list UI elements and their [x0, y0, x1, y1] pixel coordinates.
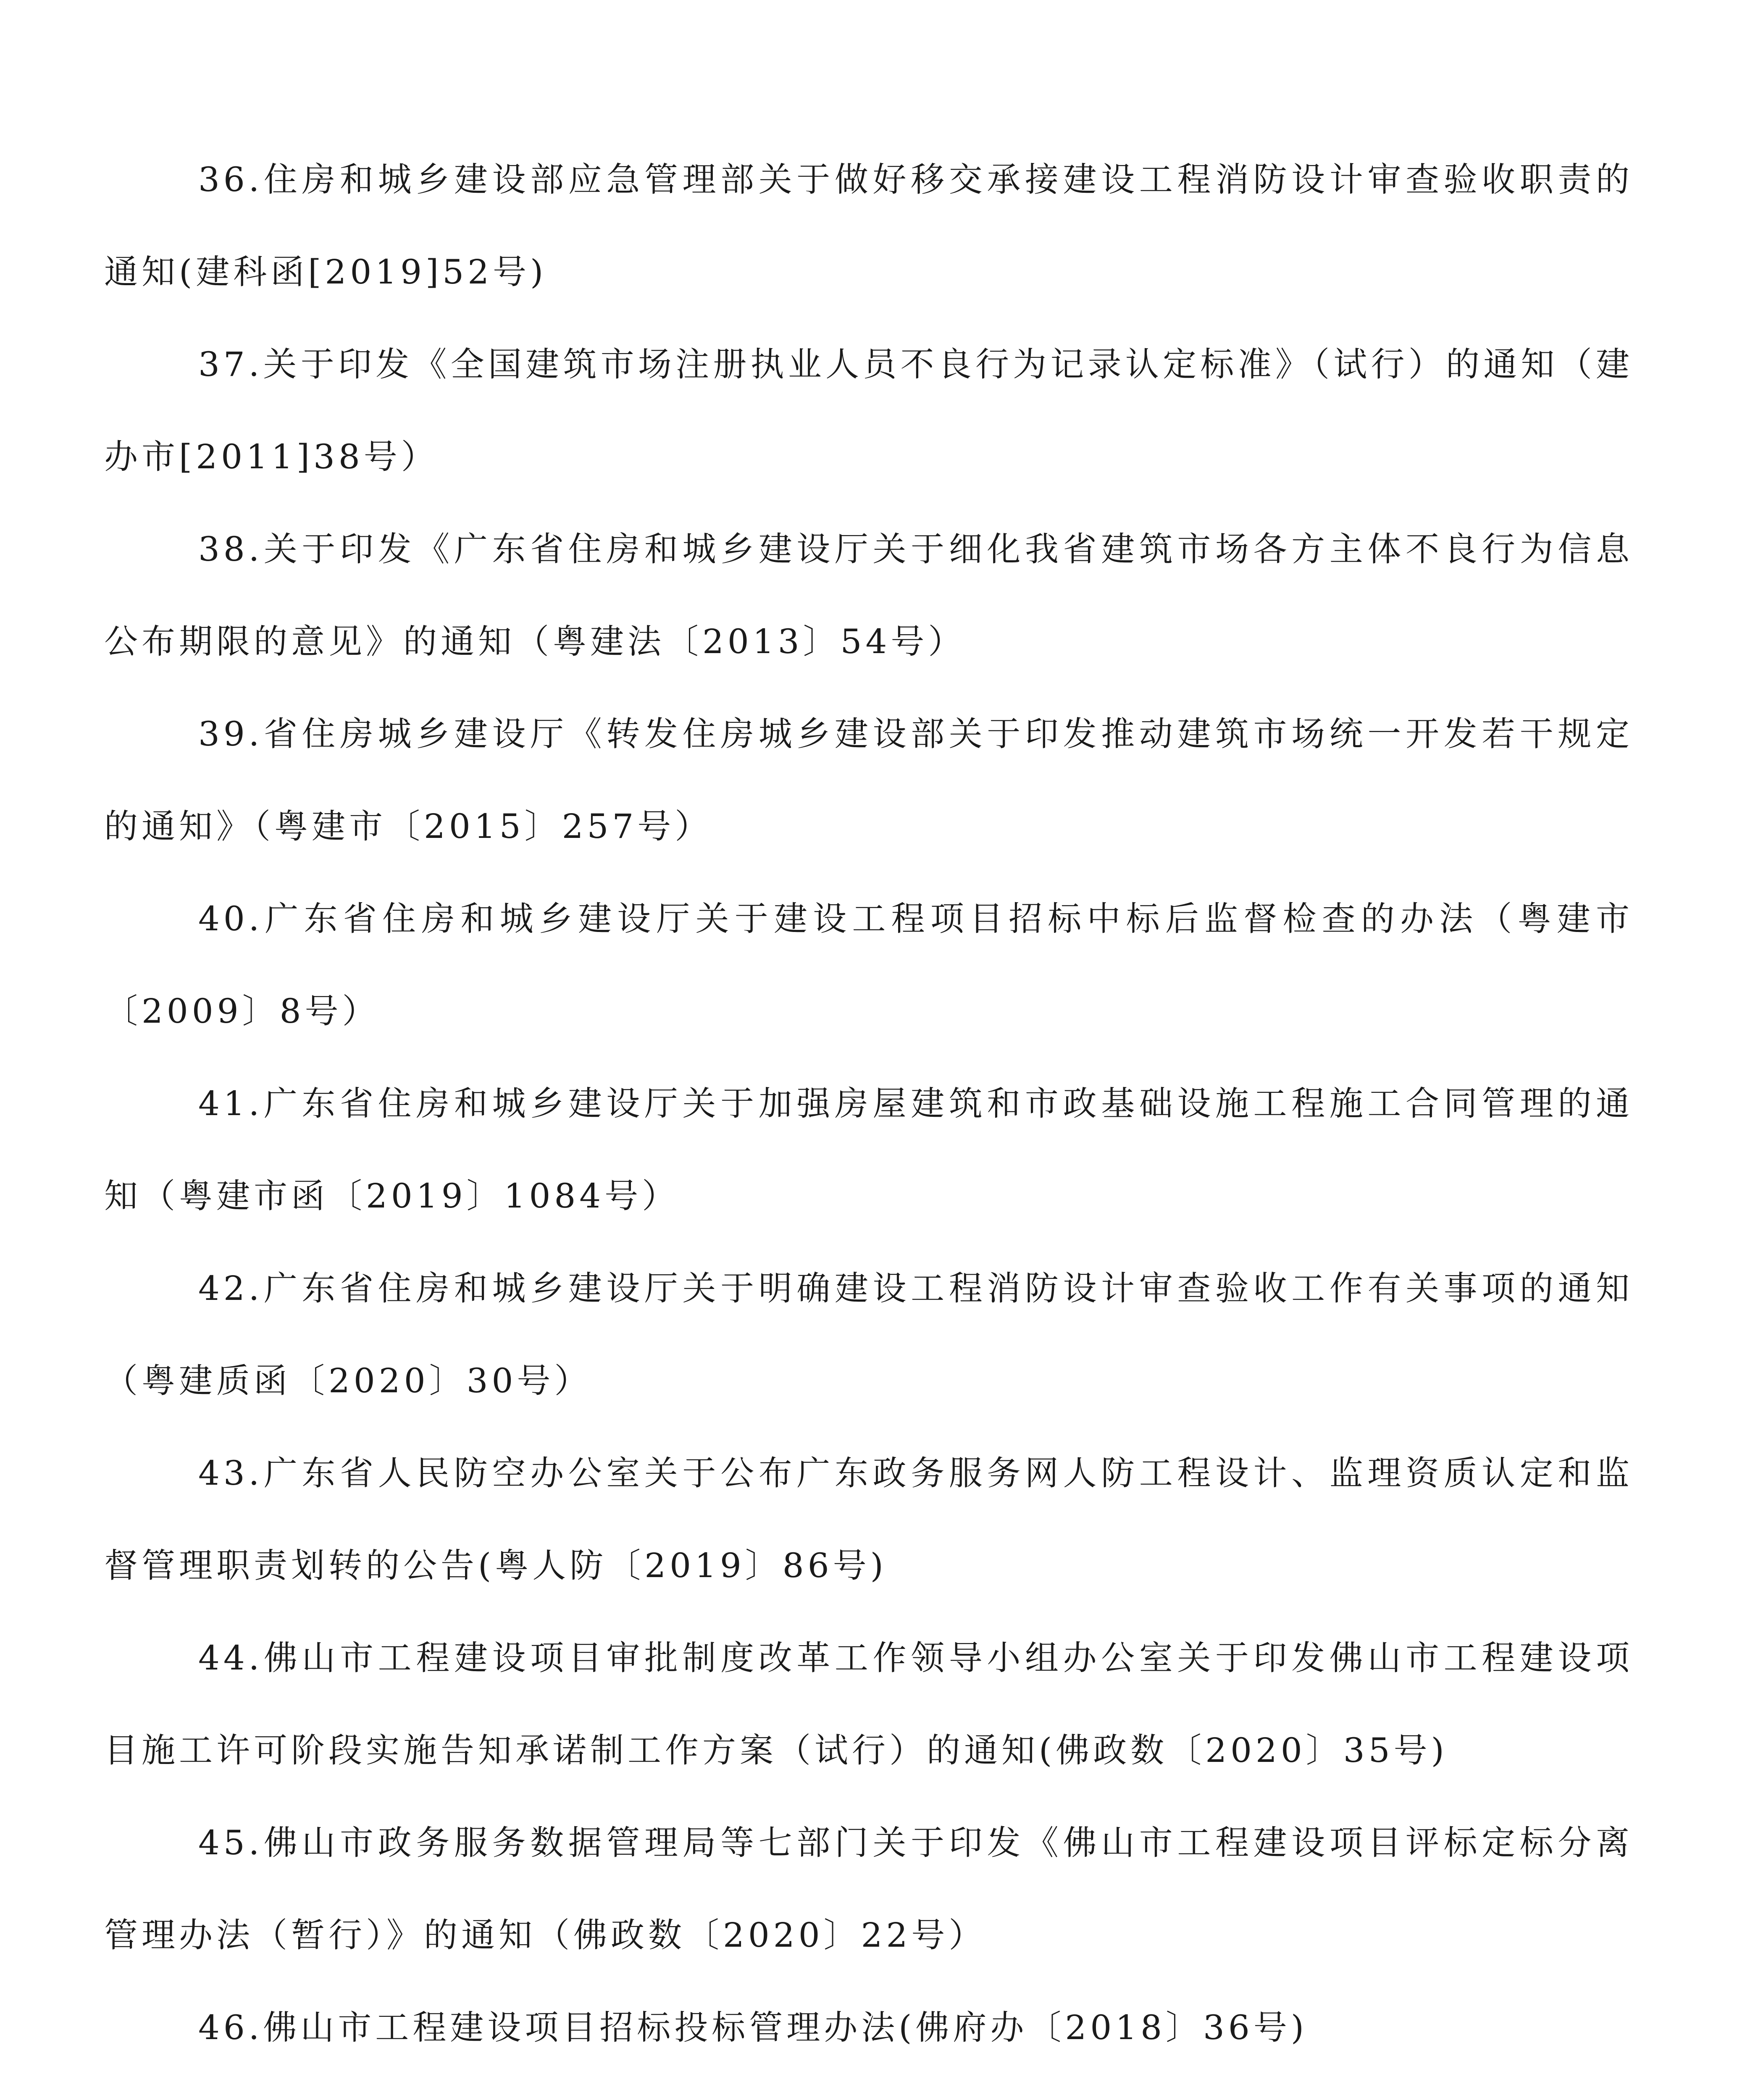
list-item: 36.住房和城乡建设部应急管理部关于做好移交承接建设工程消防设计审查验收职责的通知(建科函[2019]52号) — [104, 160, 1633, 291]
list-item: 39.省住房城乡建设厅《转发住房城乡建设部关于印发推动建筑市场统一开发若干规定的通知》（粤建市〔2015〕257号） — [104, 714, 1633, 846]
list-item: 42.广东省住房和城乡建设厅关于明确建设工程消防设计审查验收工作有关事项的通知（粤建质函〔2020〕30号） — [104, 1269, 1633, 1400]
regulation-list — [104, 134, 1633, 2100]
list-item: 46.佛山市工程建设项目招标投标管理办法(佛府办〔2018〕36号) — [198, 2008, 1308, 2047]
list-item: 37.关于印发《全国建筑市场注册执业人员不良行为记录认定标准》（试行）的通知（建办市[2011]38号） — [104, 345, 1633, 476]
list-item: 38.关于印发《广东省住房和城乡建设厅关于细化我省建筑市场各方主体不良行为信息公布期限的意见》的通知（粤建法〔2013〕54号） — [104, 530, 1633, 661]
list-item: 40.广东省住房和城乡建设厅关于建设工程项目招标中标后监督检查的办法（粤建市〔2009〕8号） — [104, 899, 1633, 1031]
list-item: 41.广东省住房和城乡建设厅关于加强房屋建筑和市政基础设施工程施工合同管理的通知（粤建市函〔2019〕1084号） — [104, 1084, 1633, 1215]
list-item: 45.佛山市政务服务数据管理局等七部门关于印发《佛山市工程建设项目评标定标分离管理办法（暂行）》的通知（佛政数〔2020〕22号） — [104, 1823, 1633, 1955]
list-item — [104, 2074, 1633, 2100]
list-item: 44.佛山市工程建设项目审批制度改革工作领导小组办公室关于印发佛山市工程建设项目施工许可阶段实施告知承诺制工作方案（试行）的通知(佛政数〔2020〕35号) — [104, 1638, 1633, 1770]
list-item: 43.广东省人民防空办公室关于公布广东政务服务网人防工程设计、监理资质认定和监督管理职责划转的公告(粤人防〔2019〕86号) — [104, 1454, 1633, 1585]
